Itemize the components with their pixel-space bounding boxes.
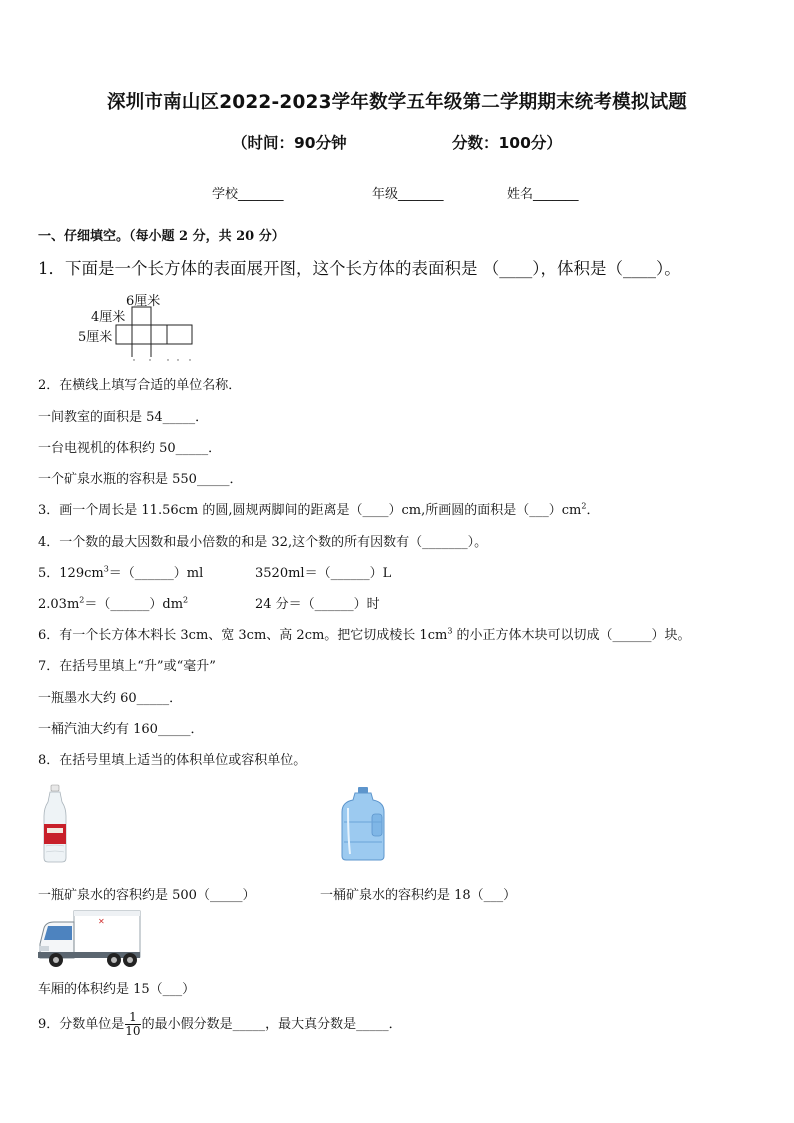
school-field: 学校_______: [212, 187, 284, 202]
question-2c: 一个矿泉水瓶的容积是 550_____．: [38, 472, 243, 487]
truck-image: [36, 908, 142, 970]
question-7a: 一瓶墨水大约 60_____．: [38, 691, 183, 706]
exam-score: 分数：100分）: [452, 134, 562, 152]
question-8: 8．在括号里填上适当的体积单位或容积单位。: [38, 753, 307, 768]
water-jug-image: [340, 786, 386, 862]
question-5c: $2.03m^2=(\_\_\_\_\_\_)dm^2$: [38, 595, 189, 612]
svg-text:✕: ✕: [98, 917, 105, 926]
question-5d: 24 分＝（______）时: [255, 597, 380, 612]
question-8a: 一瓶矿泉水的容积约是 500（_____）: [38, 888, 256, 903]
section-heading: 一、仔细填空。（每小题 2 分，共 20 分）: [38, 229, 285, 244]
question-6: 6．有一个长方体木料长 3cm、宽 3cm、高 2cm。把它切成棱长 $1cm^3$ 的小正方体木块可以切成（______）块。: [38, 626, 691, 643]
question-7b: 一桶汽油大约有 160_____．: [38, 722, 204, 737]
question-2: 2．在横线上填写合适的单位名称．: [38, 378, 242, 393]
question-4: 4．一个数的最大因数和最小倍数的和是 32,这个数的所有因数有（_______）。: [38, 535, 488, 550]
question-8b: 一桶矿泉水的容积约是 18（___）: [320, 888, 517, 903]
cuboid-net-diagram: [112, 305, 202, 363]
label-6cm: 6厘米: [126, 294, 161, 309]
fraction-1-10: $\frac{1}{10}$: [125, 1010, 141, 1038]
page-title: 深圳市南山区2022-2023学年数学五年级第二学期期末统考模拟试题: [107, 92, 687, 113]
grade-field: 年级_______: [372, 187, 444, 202]
question-8c: 车厢的体积约是 15（___）: [38, 982, 196, 997]
label-5cm: 5厘米: [78, 330, 113, 345]
question-2b: 一台电视机的体积约 50_____．: [38, 441, 222, 456]
water-bottle-image: [40, 784, 70, 864]
name-field: 姓名_______: [507, 187, 579, 202]
question-3: 3．画一个周长是 11.56cm 的圆,圆规两脚间的距离是（____）cm,所画圆的面积是$(\_\_\_)cm^2$．: [38, 501, 600, 518]
question-5a: 5．$129cm^3=(\_\_\_\_\_\_)ml$: [38, 564, 204, 581]
label-4cm: 4厘米: [91, 310, 126, 325]
question-5b: 3520ml＝（______）L: [255, 566, 392, 581]
question-9: 9．分数单位是 $\frac{1}{10}$ 的最小假分数是_____，最大真分数是_____．: [38, 1010, 402, 1038]
question-1: 1．下面是一个长方体的表面展开图，这个长方体的表面积是 （____），体积是（____）。: [38, 259, 681, 278]
question-2a: 一间教室的面积是 54_____．: [38, 410, 209, 425]
exam-time: （时间：90分钟: [232, 134, 347, 152]
question-7: 7．在括号里填上“升”或“毫升”: [38, 659, 216, 674]
